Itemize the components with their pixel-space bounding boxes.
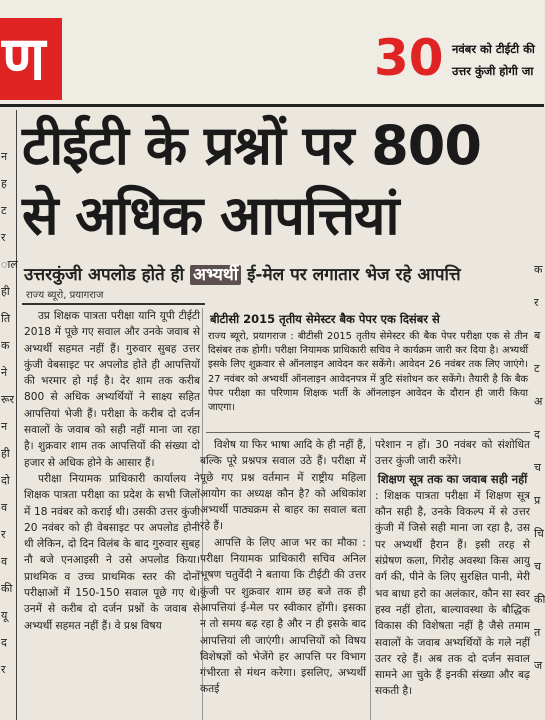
col2-paragraph-1: विशेष या फिर भाषा आदि के ही नहीं हैं, बल्कि पूरे प्रश्नपत्र सवाल उठे हैं। परीक्षा में पूछे गए प्रश्न वर्तमान में राष्ट्रीय महिला आयोग का अध्यक्ष कौन है? को अधिकांश अभ्यर्थी पाठ्यक्रम से बाहर का सवाल बता रहे हैं।: [200, 439, 366, 533]
left-strip-fragment: न: [1, 420, 8, 433]
left-strip-fragment: ने: [1, 366, 8, 379]
subheadline: [24, 262, 461, 285]
right-strip-fragment: चि: [534, 527, 544, 540]
teaser-line-1: नवंबर को टीईटी की: [452, 42, 535, 56]
left-strip-fragment: न: [1, 150, 8, 163]
left-strip-fragment: ही: [1, 285, 10, 298]
left-strip-fragment: व: [1, 501, 8, 514]
byline: राज्य ब्यूरो, प्रयागराज: [26, 290, 104, 301]
left-strip-fragment: यू: [1, 609, 8, 622]
right-strip-fragment: त: [534, 626, 541, 639]
col3-subheader: शिक्षण सूत्र तक का जवाब सही नहीं: [377, 471, 528, 486]
col1-paragraph-1: उप्र शिक्षक पात्रता परीक्षा यानि यूपी टीईटी 2018 में पूछे गए सवाल और उनके जवाब से अभ्यर्थी सहमत नहीं हैं। गुरुवार सुबह उत्तर कुंजी वेबसाइट पर अपलोड होते ही आपत्तियों की भरमार हो गई है। देर शाम तक करीब 800 से अधिक अभ्यर्थियों ने साक्ष्य सहित आपत्तियां भेजी हैं। परीक्षा के करीब दो दर्जन सवालों के जवाब को सही नहीं माना जा रहा है। शुक्रवार शाम तक आपत्तियों की संख्या दो हजार से अधिक होने के आसार हैं।: [24, 310, 200, 469]
left-strip-fragment: ट: [1, 204, 7, 217]
teaser-number: 30: [374, 29, 444, 87]
col3-paragraph-2: : शिक्षक पात्रता परीक्षा में शिक्षण सूत्र कौन सही है, उनके विकल्प में से उत्तर कुंजी में जिसे सही माना जा रहा है, उस पर अभ्यर्थी हैरान हैं। इसी तरह से संप्रेषण कला, गिरोह अवस्था किस आयु वर्ग की, पीने के लिए सुरक्षित पानी, मेरी भव बाधा हरो का अलंकार, कौन सा स्वर हस्व नहीं होता, बाल्यावस्था के बौद्धिक विकास की विशेषता नहीं है जैसे तमाम सवालों के जवाब अभ्यर्थियों के गले नहीं उतर रहे हैं। अब तक दो दर्जन सवाल सामने आ चुके हैं इनकी संख्या और बढ़ सकती है।: [375, 489, 530, 698]
teaser-line-2: उत्तर कुंजी होगी जा: [452, 64, 534, 78]
left-strip-fragment: रूर: [1, 393, 15, 406]
right-strip-fragment: ट: [534, 362, 540, 375]
box-story-title: बीटीसी 2015 तृतीय सेमेस्टर बैक पेपर एक दिसंबर से: [210, 312, 440, 326]
left-strip-fragment: ति: [1, 312, 11, 325]
right-strip-fragment: प्र: [534, 494, 541, 507]
left-strip-fragment: ाल: [1, 258, 18, 271]
right-strip-fragment: अ: [534, 395, 543, 408]
box-story-rule: [206, 432, 530, 433]
article-column-2: [200, 437, 366, 720]
byline-rule: [22, 303, 205, 305]
subhead-after: ई-मेल पर लगातार भेज रहे आपत्ति: [241, 265, 461, 285]
left-strip-fragment: द: [1, 636, 7, 649]
left-strip-fragment: र: [1, 231, 6, 244]
right-strip-fragment: च: [534, 560, 541, 573]
right-strip-fragment: क: [534, 263, 543, 276]
left-strip-fragment: ह: [1, 177, 7, 190]
left-strip-fragment: की: [1, 582, 13, 595]
col2-paragraph-2: आपत्ति के लिए आज भर का मौका : परीक्षा नियामक प्राधिकारी सचिव अनिल भूषण चतुर्वेदी ने बताया कि टीईटी की उत्तर कुंजी पर शुक्रवार शाम छह बजे तक ही आपत्तियां ई-मेल पर स्वीकार होंगी। इसका न तो समय बढ़ रहा है और न ही इसके बाद आपत्तियां ली जाएंगी। आपत्तियों को विषय विशेषज्ञों को भेजेंगे हर आपत्ति पर विभाग गंभीरता से मंथन करेगा। इसलिए, अभ्यर्थी कतई: [200, 536, 366, 696]
left-strip-fragment: दो: [1, 474, 10, 487]
column-divider: [370, 437, 371, 720]
col3-paragraph-1: परेशान न हों। 30 नवंबर को संशोधित उत्तर कुंजी जारी करेंगे।: [375, 439, 530, 468]
box-story-text: राज्य ब्यूरो, प्रयागराज : बीटीसी 2015 तृतीय सेमेस्टर की बैक पेपर परीक्षा एक से तीन दिसंबर तक होगी। परीक्षा नियामक प्राधिकारी सचिव ने कार्यक्रम जारी कर दिया है। अभ्यर्थी इसके लिए शुक्रवार से ऑनलाइन आवेदन कर सकेंगे। आवेदन 26 नवंबर तक लिए जाएंगे। 27 नवंबर को अभ्यर्थी ऑनलाइन आवेदनपत्र में त्रुटि संशोधन कर सकेंगे। तैयारी है कि बैक पेपर परीक्षा का परिणाम शिक्षक भर्ती के ऑनलाइन आवेदन के दौरान ही जारी किया जाएगा।: [208, 331, 528, 414]
left-strip-fragment: र: [1, 528, 6, 541]
right-strip-fragment: ज: [534, 659, 543, 672]
section-fragment: ण: [0, 18, 62, 100]
col1-paragraph-2: परीक्षा नियामक प्राधिकारी कार्यालय ने शिक्षक पात्रता परीक्षा का प्रदेश के सभी जिलों में 18 नवंबर को कराई थी। उसकी उत्तर कुंजी 20 नवंबर को ही वेबसाइट पर अपलोड होनी थी लेकिन, दो दिन विलंब के बाद गुरुवार सुबह नौ बजे एनआइसी ने उसे अपलोड किया। प्राथमिक व उच्च प्राथमिक स्तर की दोनों परीक्षाओं में 150-150 सवाल पूछे गए थे। उनमें से करीब दो दर्जन प्रश्नों के जवाब से अभ्यर्थी सहमत नहीं हैं। वे प्रश्न विषय: [24, 472, 200, 632]
subhead-highlight: अभ्यर्थी: [190, 265, 241, 285]
left-strip-fragment: व: [1, 555, 8, 568]
article-column-3: [375, 437, 530, 720]
left-strip: [0, 110, 17, 720]
right-strip-fragment: च: [534, 461, 541, 474]
right-strip-fragment: द: [534, 428, 540, 441]
left-strip-fragment: ही: [1, 447, 10, 460]
top-rule: [0, 104, 544, 107]
left-strip-fragment: र: [1, 663, 6, 676]
right-strip-fragment: ब: [534, 329, 541, 342]
right-strip-fragment: की: [534, 593, 545, 606]
headline-line-2: से अधिक आपत्तियां: [22, 184, 399, 247]
right-strip-fragment: र: [534, 296, 539, 309]
article-column-1: [24, 308, 200, 720]
left-strip-fragment: क: [1, 339, 10, 352]
headline-line-1: टीईटी के प्रश्नों पर 800: [22, 114, 481, 177]
subhead-before: उत्तरकुंजी अपलोड होते ही: [24, 265, 190, 285]
